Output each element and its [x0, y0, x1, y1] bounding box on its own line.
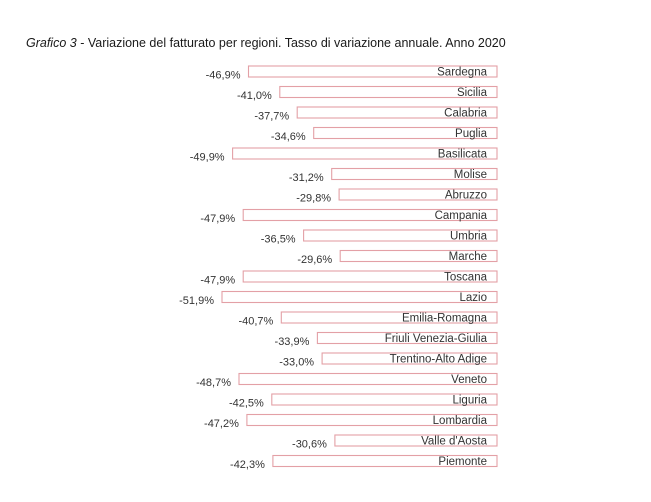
value-label: -30,6% [292, 438, 327, 451]
value-label: -29,6% [297, 254, 333, 266]
value-label: -51,9% [179, 295, 214, 307]
value-label: -37,7% [254, 110, 290, 123]
bar-lazio [222, 292, 497, 303]
value-label: -47,9% [200, 213, 236, 225]
value-label: -41,0% [236, 90, 272, 102]
region-label: Lombardia [432, 415, 487, 427]
region-label: Basilicata [437, 148, 487, 161]
region-label: Marche [448, 251, 487, 263]
value-label: -29,8% [296, 192, 332, 205]
value-label: -47,9% [200, 274, 236, 287]
value-label: -34,6% [270, 131, 306, 143]
value-label: -46,9% [205, 69, 241, 82]
region-label: Puglia [455, 128, 487, 140]
value-label: -49,9% [189, 151, 225, 164]
region-label: Emilia-Romagna [401, 312, 487, 325]
region-label: Sardegna [437, 66, 487, 79]
region-label: Valle d'Aosta [421, 435, 487, 448]
region-label: Umbria [449, 230, 487, 243]
region-label: Molise [453, 169, 487, 181]
region-label: Piemonte [438, 456, 487, 468]
region-label: Friuli Venezia-Giulia [384, 333, 487, 345]
region-label: Veneto [451, 374, 487, 386]
value-label: -48,7% [196, 377, 231, 389]
region-label: Trentino-Alto Adige [389, 353, 487, 366]
value-label: -47,2% [204, 418, 239, 430]
region-label: Sicilia [456, 87, 487, 99]
region-label: Lazio [459, 292, 487, 304]
region-label: Campania [434, 210, 487, 222]
value-label: -36,5% [260, 233, 296, 246]
chart-title-text: - Variazione del fatturato per regioni. Tasso di variazione annuale. Anno 2020 [76, 36, 506, 50]
region-label: Abruzzo [444, 189, 487, 202]
chart-title-lead: Grafico 3 [26, 36, 77, 50]
region-label: Liguria [452, 394, 487, 407]
region-label: Toscana [444, 271, 487, 284]
value-label: -40,7% [238, 315, 274, 328]
value-label: -31,2% [288, 172, 324, 184]
value-label: -42,3% [230, 459, 265, 471]
value-label: -42,5% [228, 397, 264, 410]
value-label: -33,0% [279, 356, 315, 369]
region-label: Calabria [444, 107, 487, 120]
value-label: -33,9% [274, 336, 310, 348]
